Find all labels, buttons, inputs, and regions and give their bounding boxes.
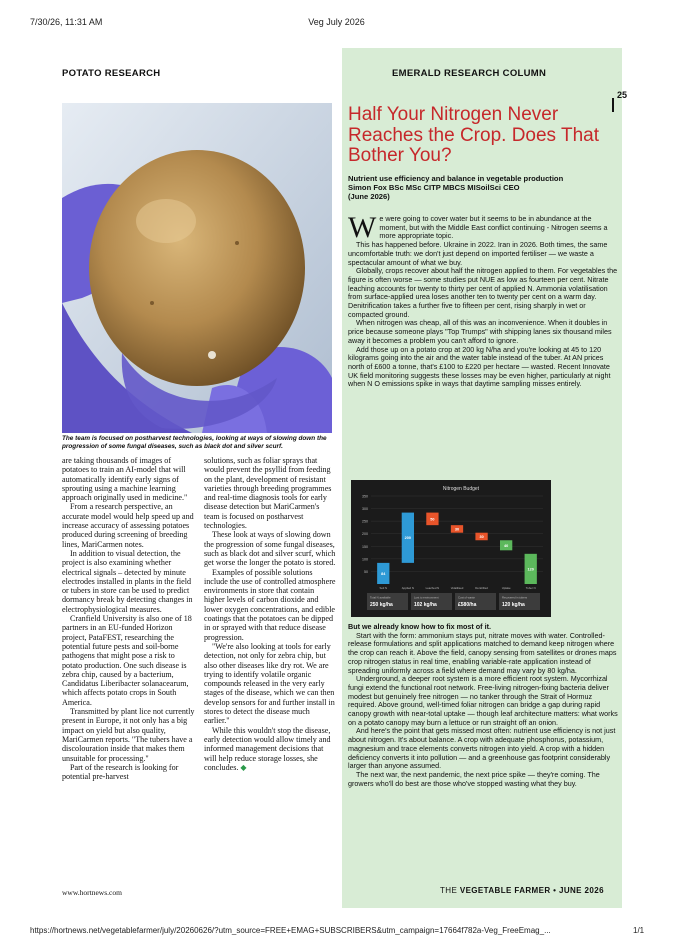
- summary-box-label: Cost of waste: [458, 595, 475, 600]
- article-subtitle-block: [348, 174, 620, 201]
- paragraph: Examples of possible solutions include the use of controlled atmosphere environments in store that contain higher levels of carbon dioxide and lower oxygen concentrations, and edible coatings that the potatoes can be dipped in or sprayed with that reduce disease progression.: [204, 567, 336, 642]
- section-subhead: But we already know how to fix most of it.: [348, 622, 491, 631]
- x-category-label: Tuber N: [525, 586, 536, 590]
- paragraph: This has happened before. Ukraine in 2022. Iran in 2026. Both times, the same uncomfortable truth: we don't just depend on imported fertiliser — we waste a spectacular amount of what we buy.: [348, 240, 608, 267]
- article-body-part-2: [348, 623, 620, 788]
- final-paragraph-text: While this wouldn't stop the disease, early detection would allow timely and informed management decisions that will help reduce storage losses, she concludes.: [204, 725, 331, 772]
- paragraph: Underground, a deeper root system is a more efficient root system. Mycorrhizal fungi extend the functional root network. Free-living nitrogen-fixing bacteria deliver modest but genuinely free nitrogen — no tanker through the Strait of Hormuz required. Above ground, well-timed foliar nitrogen can bridge a gap during rapid canopy growth with near-total uptake — though leaf architecture matters: what works on a potato canopy may burn a lettuce or run straight off an onion.: [348, 674, 618, 727]
- paragraph: [204, 726, 336, 772]
- bar-value-label: 40: [504, 543, 509, 548]
- bar-value-label: 84: [381, 571, 386, 576]
- paragraph: "We're also looking at tools for early detection, not only for zebra chip, but also other diseases like dry rot. We are trying to identify volatile organic compounds released in the very early stages of the disease, which we can then develop sensors for and further install in stores to detect the disease much earlier.": [204, 641, 335, 726]
- bar-value-label: 200: [404, 536, 412, 541]
- lead-text: e were going to cover water but it seems to be in abundance at the moment, but with the Middle East conflict continuing - Nitrogen seems a more appropriate topic.: [379, 214, 608, 241]
- paragraph: Part of the research is looking for potential pre-harvest: [62, 762, 179, 782]
- browser-print-header: [0, 0, 673, 40]
- y-tick-label: 350: [362, 494, 368, 499]
- article-subtitle: Nutrient use efficiency and balance in vegetable production: [348, 174, 564, 183]
- paragraph: Add those up on a potato crop at 200 kg N/ha and you're looking at 45 to 120 kilograms going into the air and the water table instead of the tuber. At AN prices north of £600 a tonne, that's £100 to £220 per hectare — wasted. Recent Innovate UK field monitoring suggests these losses may be even higher, particularly at night when N O emissions spike in ways that daytime sampling misses entirely.: [348, 344, 611, 389]
- y-tick-label: 300: [362, 507, 368, 512]
- paragraph: The next war, the next pandemic, the next price spike — they're coming. The growers who'll do best are those who've stopped wasting what they buy.: [348, 769, 600, 788]
- drop-cap: W: [348, 211, 377, 244]
- print-datetime: 7/30/26, 11:31 AM: [30, 17, 103, 27]
- section-label-right: EMERALD RESEARCH COLUMN: [392, 68, 547, 79]
- y-tick-label: 150: [362, 544, 368, 549]
- end-mark-icon: ◆: [240, 762, 247, 772]
- magazine-footer: [440, 886, 604, 895]
- chart-x-labels: [380, 586, 536, 590]
- x-category-label: Leached N: [425, 586, 440, 590]
- photo-caption: The team is focused on postharvest technologies, looking at ways of slowing down the progression of some fungal diseases, such as black dot and silver scurf.: [62, 435, 327, 450]
- page-number: 25: [617, 90, 628, 100]
- paragraph: solutions, such as foliar sprays that would prevent the psyllid from feeding on the plant, development of resistant varieties through breeding programmes and real-time diagnosis tools for early disease detection but MariCarmen's team is focused on postharvest technologies.: [204, 456, 332, 531]
- paragraph: Start with the form: ammonium stays put, nitrate moves with water. Controlled-release formulations and split applications matched to demand keep nitrogen where the crop can reach it. Above the field, canopy sensing from satellites or drones maps crop nitrogen status in real time, enabling variable-rate application instead of spreading uniformly across a field where demand may vary by 80 kg/ha.: [348, 630, 617, 675]
- paragraph: Transmitted by plant lice not currently present in Europe, it not only has a big impact on yield but also quality, MariCarmen reports. "The tubers have a discolouration inside that makes them unsuitable for processing.": [62, 707, 195, 763]
- chart-grid: [371, 496, 543, 571]
- bar-value-label: 120: [527, 567, 534, 572]
- chart-bars: [377, 513, 537, 584]
- x-category-label: Soil N: [379, 586, 388, 590]
- summary-box-value: £580/ha: [458, 602, 477, 608]
- x-category-label: Applied N: [401, 586, 414, 590]
- y-tick-label: 100: [362, 557, 368, 562]
- summary-box-label: Lost to environment: [414, 595, 439, 600]
- paragraph: In addition to visual detection, the project is also examining whether electrical signals – detected by minute electrodes installed in plants in the field or tubers in store can be used to predict dormancy break by detecting changes in electrophysiological measures.: [62, 548, 193, 614]
- chart-y-ticks: [362, 495, 368, 574]
- paragraph: Globally, crops recover about half the nitrogen applied to them. For vegetables the figure is often worse — some studies put NUE as low as fourteen per cent. Nitrate leaching accounts for twenty to thirty per cent of applied N. Ammonia volatilisation from surface-applied urea loses another ten to twenty per cent on a warm day. Denitrification takes a further five to fifteen per cent, rising sharply in wet or compacted ground.: [348, 266, 618, 319]
- paragraph: From a research perspective, an accurate model would help speed up and increase accuracy of assessing potatoes produced during screening of breeding lines, MariCarmen notes.: [62, 502, 194, 549]
- nitrogen-budget-chart: [351, 480, 551, 617]
- article-date: (June 2026): [348, 192, 390, 201]
- potato-in-gloved-hand-image: [62, 103, 332, 433]
- y-tick-label: 250: [362, 519, 368, 524]
- paragraph: are taking thousands of images of potatoes to train an AI-model that will automatically identify early signs of sprouting using a machine learning approach originally used in medicine.": [62, 456, 188, 503]
- article-body-part-1: [348, 211, 620, 389]
- chart-title: Nitrogen Budget: [442, 486, 480, 492]
- print-doc-title: Veg July 2026: [308, 17, 365, 27]
- lead-paragraph: [348, 211, 620, 244]
- potato-research-article: [52, 48, 342, 908]
- left-article-column-2: [204, 456, 336, 772]
- summary-box-label: Recovered in tubers: [502, 595, 528, 600]
- footer-prefix: THE: [440, 886, 460, 895]
- summary-box-value: 120 kg/ha: [502, 602, 525, 608]
- x-category-label: Denitrified: [475, 586, 488, 590]
- paragraph: When nitrogen was cheap, all of this was an inconvenience. When it doubles in price because someone plays "Top Trumps" with shipping lanes six thousand miles away it becomes a problem you can't afford to ignore.: [348, 318, 612, 345]
- summary-box-label: Total N available: [370, 595, 391, 600]
- paragraph: Cranfield University is also one of 18 partners in an EU-funded Horizon project, PataFEST, researching the potential future pests and soil-borne pathogens that might pose a risk to potato production. One such disease is zebra chip, caused by a bacterium, Candidatus Liberibacter solanacearum, which affects potato crops in South America.: [62, 614, 192, 707]
- section-label-left: POTATO RESEARCH: [62, 68, 161, 79]
- y-tick-label: 50: [364, 569, 368, 574]
- x-category-label: Volatilised: [450, 586, 464, 590]
- website-footer: www.hortnews.com: [62, 888, 122, 897]
- print-page-count: 1/1: [633, 926, 645, 935]
- footer-brand: VEGETABLE: [459, 886, 512, 895]
- bar-value-label: 30: [479, 534, 484, 539]
- potato-photo: [62, 103, 332, 433]
- summary-box-value: 250 kg/ha: [370, 602, 393, 608]
- nitrogen-budget-svg: [351, 480, 551, 617]
- paragraph: These look at ways of slowing down the progression of some fungal diseases, such as black dot and silver scurf, which get worse the longer the potato is stored.: [204, 530, 336, 568]
- summary-box-value: 102 kg/ha: [414, 602, 437, 608]
- paragraph: And here's the point that gets missed most often: nutrient use efficiency is not just about nitrogen. It's about balance. A crop with adequate phosphorus, potassium, magnesium and trace elements converts nitrogen into yield. A crop with a hidden deficiency converts it into pollution — and a greenhouse gas footprint considerably larger than anyone assumed.: [348, 726, 616, 771]
- left-article-column-1: [62, 456, 195, 781]
- page-number-rule: [612, 98, 614, 112]
- bar-value-label: 30: [454, 527, 460, 532]
- footer-suffix: FARMER • JUNE 2026: [511, 886, 604, 895]
- emerald-research-column: [342, 48, 622, 908]
- chart-summary-boxes: [367, 593, 540, 610]
- y-tick-label: 200: [362, 532, 368, 537]
- article-headline: Half Your Nitrogen Never Reaches the Crop. Does That Bother You?: [348, 104, 600, 166]
- bar-value-label: 50: [430, 517, 435, 522]
- magazine-page: [52, 48, 628, 908]
- print-url: https://hortnews.net/vegetablefarmer/july/20260626/?utm_source=FREE+EMAG+SUBSCRIBERS&utm_campaign=17664f782a-Veg_FreeEmag_...: [30, 926, 551, 935]
- article-byline: Simon Fox BSc MSc CITP MBCS MISoilSci CEO: [348, 183, 520, 192]
- x-category-label: Uptake: [501, 586, 511, 590]
